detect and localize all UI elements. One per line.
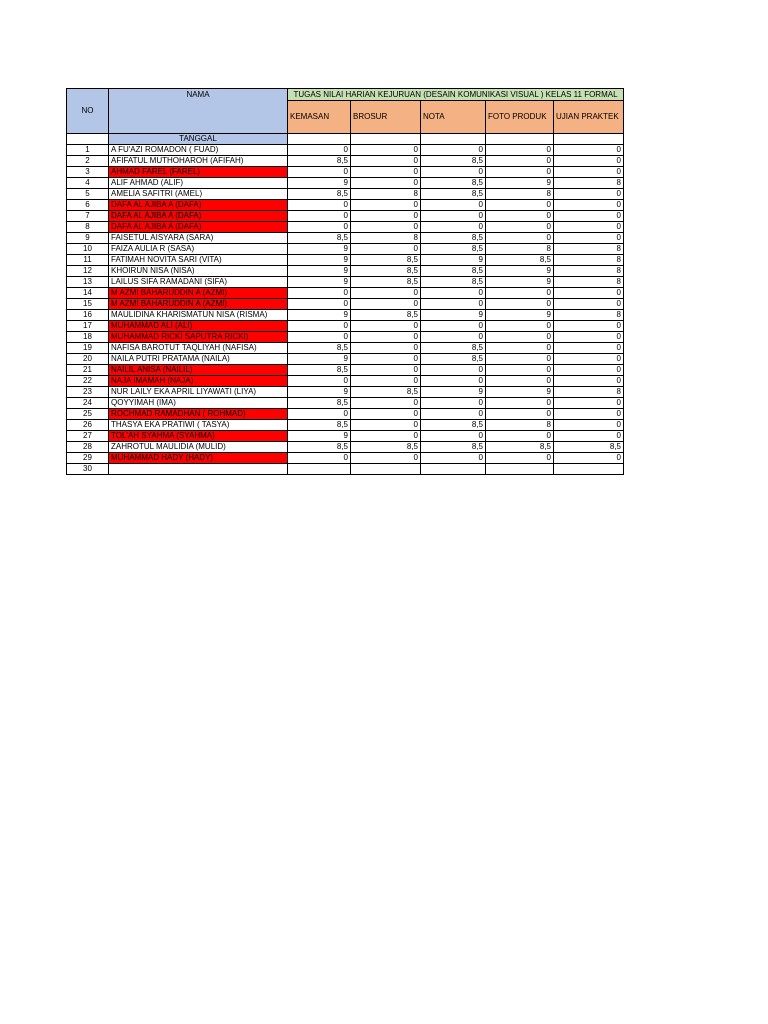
score-cell-ujian-praktek[interactable]: 0 bbox=[554, 211, 624, 222]
score-cell-nota[interactable]: 0 bbox=[421, 200, 486, 211]
row-number-cell[interactable]: 1 bbox=[67, 145, 109, 156]
score-cell-foto-produk[interactable]: 9 bbox=[486, 277, 554, 288]
score-cell-kemasan[interactable]: 0 bbox=[288, 211, 351, 222]
table-row bbox=[67, 299, 624, 310]
student-name-cell[interactable]: ZAHROTUL MAULIDIA (MULID) bbox=[109, 442, 288, 453]
score-cell-kemasan[interactable] bbox=[288, 464, 351, 475]
score-cell-kemasan[interactable]: 9 bbox=[288, 277, 351, 288]
score-cell-nota[interactable]: 0 bbox=[421, 222, 486, 233]
table-row bbox=[67, 442, 624, 453]
table-row bbox=[67, 266, 624, 277]
score-cell-ujian-praktek[interactable]: 0 bbox=[554, 453, 624, 464]
score-cell-nota[interactable]: 0 bbox=[421, 145, 486, 156]
score-cell-ujian-praktek[interactable]: 0 bbox=[554, 233, 624, 244]
row-number-cell[interactable]: 25 bbox=[67, 409, 109, 420]
score-cell-kemasan[interactable]: 0 bbox=[288, 376, 351, 387]
table-row bbox=[67, 222, 624, 233]
row-number-cell[interactable]: 4 bbox=[67, 178, 109, 189]
score-cell-nota[interactable]: 0 bbox=[421, 376, 486, 387]
student-name-cell[interactable]: DAFA AL AJIBA A (DAFA) bbox=[109, 211, 288, 222]
table-row bbox=[67, 453, 624, 464]
score-cell-ujian-praktek[interactable]: 8 bbox=[554, 387, 624, 398]
table-row bbox=[67, 200, 624, 211]
row-number-cell[interactable]: 21 bbox=[67, 365, 109, 376]
score-cell-nota[interactable]: 9 bbox=[421, 255, 486, 266]
row-number-cell[interactable]: 8 bbox=[67, 222, 109, 233]
table-row bbox=[67, 178, 624, 189]
score-cell-foto-produk[interactable]: 0 bbox=[486, 354, 554, 365]
student-name-cell[interactable]: NAJA IMAMAH (NAJA) bbox=[109, 376, 288, 387]
score-cell-foto-produk[interactable]: 9 bbox=[486, 310, 554, 321]
score-cell-nota[interactable]: 8,5 bbox=[421, 244, 486, 255]
table-row bbox=[67, 156, 624, 167]
score-cell-brosur[interactable]: 8,5 bbox=[351, 310, 421, 321]
table-row bbox=[67, 354, 624, 365]
score-cell-foto-produk[interactable]: 8,5 bbox=[486, 255, 554, 266]
student-name-cell[interactable]: ALIF AHMAD (ALIF) bbox=[109, 178, 288, 189]
score-cell-brosur[interactable]: 8 bbox=[351, 189, 421, 200]
header-no[interactable]: NO bbox=[67, 89, 109, 134]
table-row bbox=[67, 376, 624, 387]
score-cell-kemasan[interactable]: 0 bbox=[288, 145, 351, 156]
score-cell-brosur[interactable]: 0 bbox=[351, 156, 421, 167]
score-cell-foto-produk[interactable]: 9 bbox=[486, 387, 554, 398]
student-name-cell[interactable]: NUR LAILY EKA APRIL LIYAWATI (LIYA) bbox=[109, 387, 288, 398]
score-cell-ujian-praktek[interactable]: 8 bbox=[554, 178, 624, 189]
row-number-cell[interactable]: 5 bbox=[67, 189, 109, 200]
score-cell-brosur[interactable]: 0 bbox=[351, 244, 421, 255]
row-number-cell[interactable]: 16 bbox=[67, 310, 109, 321]
score-cell-kemasan[interactable]: 0 bbox=[288, 453, 351, 464]
table-row bbox=[67, 288, 624, 299]
score-cell-nota[interactable]: 8,5 bbox=[421, 189, 486, 200]
score-cell-ujian-praktek[interactable] bbox=[554, 464, 624, 475]
score-cell-ujian-praktek[interactable]: 0 bbox=[554, 222, 624, 233]
student-name-cell[interactable]: FAISETUL AISYARA (SARA) bbox=[109, 233, 288, 244]
row-number-cell[interactable]: 29 bbox=[67, 453, 109, 464]
row-number-cell[interactable]: 20 bbox=[67, 354, 109, 365]
score-cell-ujian-praktek[interactable]: 0 bbox=[554, 200, 624, 211]
score-cell-brosur[interactable]: 0 bbox=[351, 222, 421, 233]
student-name-cell[interactable]: FAIZA AULIA R (SASA) bbox=[109, 244, 288, 255]
score-cell-brosur[interactable]: 8 bbox=[351, 233, 421, 244]
score-cell-ujian-praktek[interactable]: 0 bbox=[554, 321, 624, 332]
header-blank-cell[interactable] bbox=[421, 134, 486, 145]
header-blank-cell[interactable] bbox=[486, 134, 554, 145]
table-row bbox=[67, 145, 624, 156]
score-cell-ujian-praktek[interactable]: 0 bbox=[554, 420, 624, 431]
score-cell-foto-produk[interactable]: 0 bbox=[486, 288, 554, 299]
score-cell-brosur[interactable]: 8,5 bbox=[351, 442, 421, 453]
score-cell-brosur[interactable]: 0 bbox=[351, 299, 421, 310]
table-row bbox=[67, 343, 624, 354]
score-cell-kemasan[interactable]: 8,5 bbox=[288, 398, 351, 409]
score-cell-kemasan[interactable]: 9 bbox=[288, 387, 351, 398]
score-cell-foto-produk[interactable]: 0 bbox=[486, 332, 554, 343]
header-row-tanggal bbox=[67, 134, 624, 145]
table-row bbox=[67, 409, 624, 420]
student-name-cell[interactable]: NAILA PUTRI PRATAMA (NAILA) bbox=[109, 354, 288, 365]
score-cell-foto-produk[interactable]: 0 bbox=[486, 156, 554, 167]
row-number-cell[interactable]: 11 bbox=[67, 255, 109, 266]
table-row bbox=[67, 387, 624, 398]
score-cell-brosur[interactable]: 0 bbox=[351, 343, 421, 354]
score-cell-brosur[interactable]: 8,5 bbox=[351, 255, 421, 266]
score-cell-kemasan[interactable]: 8,5 bbox=[288, 442, 351, 453]
score-cell-kemasan[interactable]: 0 bbox=[288, 200, 351, 211]
score-cell-kemasan[interactable]: 9 bbox=[288, 266, 351, 277]
score-cell-foto-produk[interactable]: 0 bbox=[486, 299, 554, 310]
score-cell-ujian-praktek[interactable]: 0 bbox=[554, 431, 624, 442]
score-cell-brosur[interactable]: 0 bbox=[351, 398, 421, 409]
score-cell-ujian-praktek[interactable]: 0 bbox=[554, 332, 624, 343]
row-number-cell[interactable]: 2 bbox=[67, 156, 109, 167]
score-cell-kemasan[interactable]: 0 bbox=[288, 332, 351, 343]
score-cell-nota[interactable]: 0 bbox=[421, 288, 486, 299]
score-cell-nota[interactable]: 8,5 bbox=[421, 442, 486, 453]
student-name-cell[interactable]: DAFA AL AJIBA A (DAFA) bbox=[109, 200, 288, 211]
header-nama[interactable]: NAMA bbox=[109, 89, 288, 134]
header-brosur[interactable]: BROSUR bbox=[351, 101, 421, 134]
table-row bbox=[67, 420, 624, 431]
row-number-cell[interactable]: 19 bbox=[67, 343, 109, 354]
score-cell-kemasan[interactable]: 0 bbox=[288, 299, 351, 310]
header-ujian-praktek[interactable]: UJIAN PRAKTEK bbox=[554, 101, 624, 134]
score-cell-foto-produk[interactable]: 0 bbox=[486, 376, 554, 387]
score-cell-foto-produk[interactable]: 8 bbox=[486, 189, 554, 200]
score-cell-kemasan[interactable]: 0 bbox=[288, 222, 351, 233]
score-cell-brosur[interactable]: 8,5 bbox=[351, 277, 421, 288]
header-blank-cell[interactable] bbox=[67, 134, 109, 145]
student-name-cell[interactable]: LAILUS SIFA RAMADANI (SIFA) bbox=[109, 277, 288, 288]
score-cell-ujian-praktek[interactable]: 8 bbox=[554, 266, 624, 277]
score-cell-ujian-praktek[interactable]: 0 bbox=[554, 409, 624, 420]
score-cell-foto-produk[interactable] bbox=[486, 464, 554, 475]
score-cell-nota[interactable]: 0 bbox=[421, 453, 486, 464]
score-cell-foto-produk[interactable]: 9 bbox=[486, 178, 554, 189]
table-row bbox=[67, 211, 624, 222]
table-row bbox=[67, 244, 624, 255]
student-name-cell[interactable]: NAILIL ANISA (NAILIL) bbox=[109, 365, 288, 376]
score-cell-brosur[interactable]: 0 bbox=[351, 453, 421, 464]
score-cell-kemasan[interactable]: 9 bbox=[288, 354, 351, 365]
table-row bbox=[67, 189, 624, 200]
row-number-cell[interactable]: 9 bbox=[67, 233, 109, 244]
row-number-cell[interactable]: 6 bbox=[67, 200, 109, 211]
table-row bbox=[67, 167, 624, 178]
student-name-cell[interactable]: AFIFATUL MUTHOHAROH (AFIFAH) bbox=[109, 156, 288, 167]
score-cell-foto-produk[interactable]: 8 bbox=[486, 420, 554, 431]
score-cell-ujian-praktek[interactable]: 0 bbox=[554, 145, 624, 156]
score-cell-foto-produk[interactable]: 0 bbox=[486, 453, 554, 464]
score-cell-nota[interactable]: 0 bbox=[421, 332, 486, 343]
score-cell-ujian-praktek[interactable]: 0 bbox=[554, 343, 624, 354]
score-cell-nota[interactable]: 8,5 bbox=[421, 343, 486, 354]
header-blank-cell[interactable] bbox=[351, 134, 421, 145]
score-cell-kemasan[interactable]: 9 bbox=[288, 431, 351, 442]
score-cell-nota[interactable]: 0 bbox=[421, 409, 486, 420]
grade-spreadsheet bbox=[66, 88, 624, 475]
score-cell-nota[interactable]: 8,5 bbox=[421, 354, 486, 365]
header-foto-produk[interactable]: FOTO PRODUK bbox=[486, 101, 554, 134]
score-cell-nota[interactable]: 0 bbox=[421, 398, 486, 409]
score-cell-foto-produk[interactable]: 0 bbox=[486, 343, 554, 354]
score-cell-brosur[interactable]: 0 bbox=[351, 200, 421, 211]
row-number-cell[interactable]: 3 bbox=[67, 167, 109, 178]
score-cell-foto-produk[interactable]: 0 bbox=[486, 409, 554, 420]
score-cell-ujian-praktek[interactable]: 0 bbox=[554, 288, 624, 299]
score-cell-foto-produk[interactable]: 0 bbox=[486, 233, 554, 244]
row-number-cell[interactable]: 7 bbox=[67, 211, 109, 222]
score-cell-brosur[interactable]: 0 bbox=[351, 431, 421, 442]
score-cell-brosur[interactable]: 0 bbox=[351, 365, 421, 376]
score-cell-brosur[interactable]: 0 bbox=[351, 288, 421, 299]
score-cell-foto-produk[interactable]: 9 bbox=[486, 266, 554, 277]
score-cell-nota[interactable]: 9 bbox=[421, 387, 486, 398]
score-cell-ujian-praktek[interactable]: 8 bbox=[554, 310, 624, 321]
score-cell-ujian-praktek[interactable]: 8,5 bbox=[554, 442, 624, 453]
student-name-cell[interactable]: DAFA AL AJIBA A (DAFA) bbox=[109, 222, 288, 233]
row-number-cell[interactable]: 27 bbox=[67, 431, 109, 442]
row-number-cell[interactable]: 13 bbox=[67, 277, 109, 288]
score-cell-kemasan[interactable]: 0 bbox=[288, 167, 351, 178]
score-cell-brosur[interactable]: 0 bbox=[351, 178, 421, 189]
score-cell-nota[interactable]: 8,5 bbox=[421, 233, 486, 244]
header-blank-cell[interactable] bbox=[288, 134, 351, 145]
table-row bbox=[67, 464, 624, 475]
score-cell-kemasan[interactable]: 9 bbox=[288, 178, 351, 189]
row-number-cell[interactable]: 15 bbox=[67, 299, 109, 310]
score-cell-kemasan[interactable]: 9 bbox=[288, 255, 351, 266]
student-name-cell[interactable]: AHMAD FAREL (FAREL) bbox=[109, 167, 288, 178]
row-number-cell[interactable]: 22 bbox=[67, 376, 109, 387]
score-cell-foto-produk[interactable]: 0 bbox=[486, 211, 554, 222]
header-row-title bbox=[67, 89, 624, 101]
student-name-cell[interactable]: MUHAMMAD HADY (HADY) bbox=[109, 453, 288, 464]
student-name-cell[interactable]: MUHAMMAD ALI (ALI) bbox=[109, 321, 288, 332]
student-name-cell[interactable]: QOYYIMAH (IMA) bbox=[109, 398, 288, 409]
score-cell-foto-produk[interactable]: 0 bbox=[486, 398, 554, 409]
student-name-cell[interactable]: M AZMI BAHARUDDIN A (AZMI) bbox=[109, 288, 288, 299]
student-name-cell[interactable] bbox=[109, 464, 288, 475]
row-number-cell[interactable]: 23 bbox=[67, 387, 109, 398]
score-cell-kemasan[interactable]: 8,5 bbox=[288, 156, 351, 167]
score-cell-ujian-praktek[interactable]: 0 bbox=[554, 167, 624, 178]
header-tanggal[interactable]: TANGGAL bbox=[109, 134, 288, 145]
score-cell-foto-produk[interactable]: 0 bbox=[486, 431, 554, 442]
score-cell-ujian-praktek[interactable]: 0 bbox=[554, 299, 624, 310]
score-cell-nota[interactable]: 0 bbox=[421, 365, 486, 376]
table-row bbox=[67, 255, 624, 266]
score-cell-foto-produk[interactable]: 0 bbox=[486, 200, 554, 211]
student-name-cell[interactable]: M AZMI BAHARUDDIN A (AZMI) bbox=[109, 299, 288, 310]
student-name-cell[interactable]: AMELIA SAFITRI (AMEL) bbox=[109, 189, 288, 200]
table-row bbox=[67, 277, 624, 288]
row-number-cell[interactable]: 12 bbox=[67, 266, 109, 277]
score-cell-nota[interactable]: 8,5 bbox=[421, 277, 486, 288]
score-cell-ujian-praktek[interactable]: 8 bbox=[554, 255, 624, 266]
header-kemasan[interactable]: KEMASAN bbox=[288, 101, 351, 134]
score-cell-foto-produk[interactable]: 8,5 bbox=[486, 442, 554, 453]
score-cell-ujian-praktek[interactable]: 0 bbox=[554, 365, 624, 376]
score-cell-nota[interactable]: 0 bbox=[421, 211, 486, 222]
row-number-cell[interactable]: 26 bbox=[67, 420, 109, 431]
score-cell-ujian-praktek[interactable]: 0 bbox=[554, 376, 624, 387]
score-cell-nota[interactable]: 0 bbox=[421, 431, 486, 442]
row-number-cell[interactable]: 24 bbox=[67, 398, 109, 409]
score-cell-brosur[interactable]: 0 bbox=[351, 354, 421, 365]
score-cell-ujian-praktek[interactable]: 0 bbox=[554, 156, 624, 167]
student-name-cell[interactable]: MUHAMMAD RICKI SAPUTRA RICKI) bbox=[109, 332, 288, 343]
student-name-cell[interactable]: TOL'AH SYAHMA (SYAHMA) bbox=[109, 431, 288, 442]
score-cell-kemasan[interactable]: 8,5 bbox=[288, 233, 351, 244]
score-cell-brosur[interactable]: 0 bbox=[351, 376, 421, 387]
score-cell-foto-produk[interactable]: 8 bbox=[486, 244, 554, 255]
row-number-cell[interactable]: 14 bbox=[67, 288, 109, 299]
score-cell-ujian-praktek[interactable]: 8 bbox=[554, 244, 624, 255]
score-cell-ujian-praktek[interactable]: 0 bbox=[554, 189, 624, 200]
score-cell-brosur[interactable]: 0 bbox=[351, 167, 421, 178]
student-name-cell[interactable]: KHOIRUN NISA (NISA) bbox=[109, 266, 288, 277]
score-cell-nota[interactable]: 0 bbox=[421, 167, 486, 178]
student-name-cell[interactable]: FATIMAH NOVITA SARI (VITA) bbox=[109, 255, 288, 266]
score-cell-foto-produk[interactable]: 0 bbox=[486, 145, 554, 156]
table-row bbox=[67, 398, 624, 409]
student-name-cell[interactable]: A FU'AZI ROMADON ( FUAD) bbox=[109, 145, 288, 156]
row-number-cell[interactable]: 28 bbox=[67, 442, 109, 453]
score-cell-nota[interactable]: 8,5 bbox=[421, 420, 486, 431]
score-cell-ujian-praktek[interactable]: 0 bbox=[554, 354, 624, 365]
score-cell-kemasan[interactable]: 9 bbox=[288, 244, 351, 255]
student-name-cell[interactable]: THASYA EKA PRATIWI ( TASYA) bbox=[109, 420, 288, 431]
table-row bbox=[67, 310, 624, 321]
student-name-cell[interactable]: MAULIDINA KHARISMATUN NISA (RISMA) bbox=[109, 310, 288, 321]
table-row bbox=[67, 321, 624, 332]
score-cell-nota[interactable]: 8,5 bbox=[421, 156, 486, 167]
row-number-cell[interactable]: 17 bbox=[67, 321, 109, 332]
score-cell-brosur[interactable]: 0 bbox=[351, 332, 421, 343]
score-cell-ujian-praktek[interactable]: 8 bbox=[554, 277, 624, 288]
score-cell-brosur[interactable]: 0 bbox=[351, 420, 421, 431]
score-cell-brosur[interactable]: 8,5 bbox=[351, 266, 421, 277]
table-row bbox=[67, 431, 624, 442]
student-name-cell[interactable]: ROCHMAD RAMADHAN ( ROHMAD) bbox=[109, 409, 288, 420]
score-cell-nota[interactable]: 0 bbox=[421, 321, 486, 332]
row-number-cell[interactable]: 30 bbox=[67, 464, 109, 475]
score-cell-brosur[interactable]: 0 bbox=[351, 321, 421, 332]
score-cell-nota[interactable] bbox=[421, 464, 486, 475]
score-cell-nota[interactable]: 9 bbox=[421, 310, 486, 321]
header-blank-cell[interactable] bbox=[554, 134, 624, 145]
score-cell-brosur[interactable]: 0 bbox=[351, 409, 421, 420]
score-cell-nota[interactable]: 8,5 bbox=[421, 266, 486, 277]
score-cell-nota[interactable]: 0 bbox=[421, 299, 486, 310]
score-cell-foto-produk[interactable]: 0 bbox=[486, 365, 554, 376]
score-cell-kemasan[interactable]: 9 bbox=[288, 310, 351, 321]
header-nota[interactable]: NOTA bbox=[421, 101, 486, 134]
student-name-cell[interactable]: NAFISA BAROTUT TAQLIYAH (NAFISA) bbox=[109, 343, 288, 354]
score-cell-kemasan[interactable]: 8,5 bbox=[288, 365, 351, 376]
table-row bbox=[67, 332, 624, 343]
score-cell-kemasan[interactable]: 0 bbox=[288, 409, 351, 420]
header-title[interactable]: TUGAS NILAI HARIAN KEJURUAN (DESAIN KOMUNIKASI VISUAL ) KELAS 11 FORMAL bbox=[288, 89, 624, 101]
row-number-cell[interactable]: 10 bbox=[67, 244, 109, 255]
score-cell-ujian-praktek[interactable]: 0 bbox=[554, 398, 624, 409]
score-cell-nota[interactable]: 8,5 bbox=[421, 178, 486, 189]
score-cell-kemasan[interactable]: 8,5 bbox=[288, 189, 351, 200]
score-cell-brosur[interactable]: 8,5 bbox=[351, 387, 421, 398]
score-cell-foto-produk[interactable]: 0 bbox=[486, 321, 554, 332]
score-cell-foto-produk[interactable]: 0 bbox=[486, 222, 554, 233]
row-number-cell[interactable]: 18 bbox=[67, 332, 109, 343]
score-cell-kemasan[interactable]: 0 bbox=[288, 321, 351, 332]
score-cell-brosur[interactable]: 0 bbox=[351, 211, 421, 222]
score-cell-brosur[interactable]: 0 bbox=[351, 145, 421, 156]
score-cell-kemasan[interactable]: 8,5 bbox=[288, 420, 351, 431]
score-cell-foto-produk[interactable]: 0 bbox=[486, 167, 554, 178]
score-cell-kemasan[interactable]: 0 bbox=[288, 288, 351, 299]
table-row bbox=[67, 233, 624, 244]
score-cell-kemasan[interactable]: 8,5 bbox=[288, 343, 351, 354]
score-cell-brosur[interactable] bbox=[351, 464, 421, 475]
table-row bbox=[67, 365, 624, 376]
